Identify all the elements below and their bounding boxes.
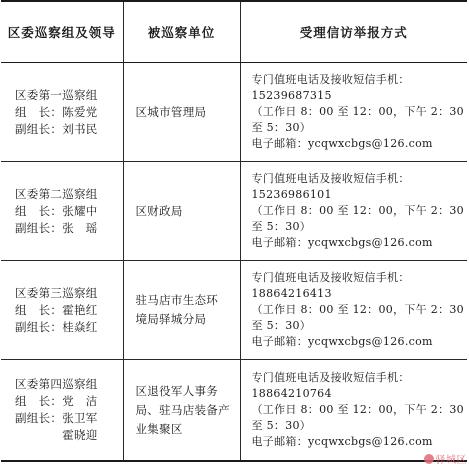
group-deputy: 副组长：刘书民	[15, 121, 98, 136]
table-row	[1, 261, 467, 360]
group-leader: 组 长：霍艳红	[15, 302, 98, 317]
email-link[interactable]: 电子邮箱：ycqwxcbgs@126.com	[251, 137, 433, 150]
report-method-cell	[240, 63, 467, 162]
contact-title: 专门值班电话及接收短信手机：	[251, 271, 410, 284]
header-report-method: 受理信访举报方式	[240, 1, 467, 63]
unit-line: 驻马店市生态环	[135, 293, 219, 307]
inspection-group-cell	[1, 162, 123, 261]
watermark-text: 驿城区	[435, 455, 467, 466]
unit-line: 境局驿城分局	[135, 312, 207, 326]
group-deputy: 副组长：桂焱红	[15, 319, 98, 334]
table-row	[1, 360, 467, 462]
header-inspected-unit: 被巡察单位	[123, 1, 240, 63]
unit-line: 区财政局	[135, 203, 183, 218]
unit-line: 区城市管理局	[135, 104, 207, 119]
email-link[interactable]: 电子邮箱：ycqwxcbgs@126.com	[251, 335, 433, 348]
email-link[interactable]: 电子邮箱：ycqwxcbgs@126.com	[251, 236, 433, 249]
report-method-cell	[240, 261, 467, 360]
working-hours: （工作日 8：00 至 12：00，下午 2：30	[251, 303, 464, 316]
inspected-unit-cell	[123, 162, 240, 261]
group-leader: 组 长：张耀中	[15, 203, 98, 218]
phone-number[interactable]: 15239687315	[251, 89, 332, 102]
group-name: 区委第二巡察组	[15, 186, 98, 201]
group-name: 区委第一巡察组	[15, 87, 98, 102]
header-inspection-group: 区委巡察组及领导	[1, 1, 123, 63]
watermark-logo-icon	[424, 454, 434, 464]
watermark	[424, 451, 468, 466]
working-hours: （工作日 8：00 至 12：00，下午 2：30	[251, 403, 464, 416]
working-hours: （工作日 8：00 至 12：00，下午 2：30	[251, 105, 464, 118]
phone-number[interactable]: 18864210764	[251, 387, 332, 400]
unit-line: 区退役军人事务	[135, 383, 219, 398]
group-leader: 组 长：陈爱党	[15, 104, 98, 119]
inspection-group-cell	[1, 261, 123, 360]
working-hours: （工作日 8：00 至 12：00，下午 2：30	[251, 204, 464, 217]
table-header-row	[1, 1, 467, 63]
group-deputy: 副组长：张 瑶	[15, 220, 98, 235]
group-deputy-second: 霍晓迎	[15, 428, 98, 442]
working-hours-end: 至 5：30）	[251, 319, 312, 332]
group-deputy: 副组长：张卫军	[15, 411, 98, 425]
group-name: 区委第三巡察组	[15, 285, 98, 300]
working-hours-end: 至 5：30）	[251, 121, 312, 134]
unit-line: 局、驻马店装备产	[135, 402, 230, 417]
table-row	[1, 63, 467, 162]
inspection-group-cell	[1, 63, 123, 162]
working-hours-end: 至 5：30）	[251, 419, 312, 432]
email-link[interactable]: 电子邮箱：ycqwxcbgs@126.com	[251, 435, 433, 448]
contact-title: 专门值班电话及接收短信手机：	[251, 73, 410, 86]
inspected-unit-cell	[123, 360, 240, 462]
group-name: 区委第四巡察组	[15, 377, 98, 391]
unit-line: 业集聚区	[135, 421, 183, 436]
group-leader: 组 长：党 洁	[15, 394, 98, 408]
working-hours-end: 至 5：30）	[251, 220, 312, 233]
report-method-cell	[240, 162, 467, 261]
phone-number[interactable]: 18864216413	[251, 287, 332, 300]
table-row	[1, 162, 467, 261]
report-method-cell	[240, 360, 467, 462]
inspection-group-cell	[1, 360, 123, 462]
phone-number[interactable]: 15236986101	[251, 188, 332, 201]
contact-title: 专门值班电话及接收短信手机：	[251, 371, 410, 384]
inspected-unit-cell	[123, 261, 240, 360]
inspected-unit-cell	[123, 63, 240, 162]
inspection-table	[1, 0, 467, 462]
contact-title: 专门值班电话及接收短信手机：	[251, 172, 410, 185]
